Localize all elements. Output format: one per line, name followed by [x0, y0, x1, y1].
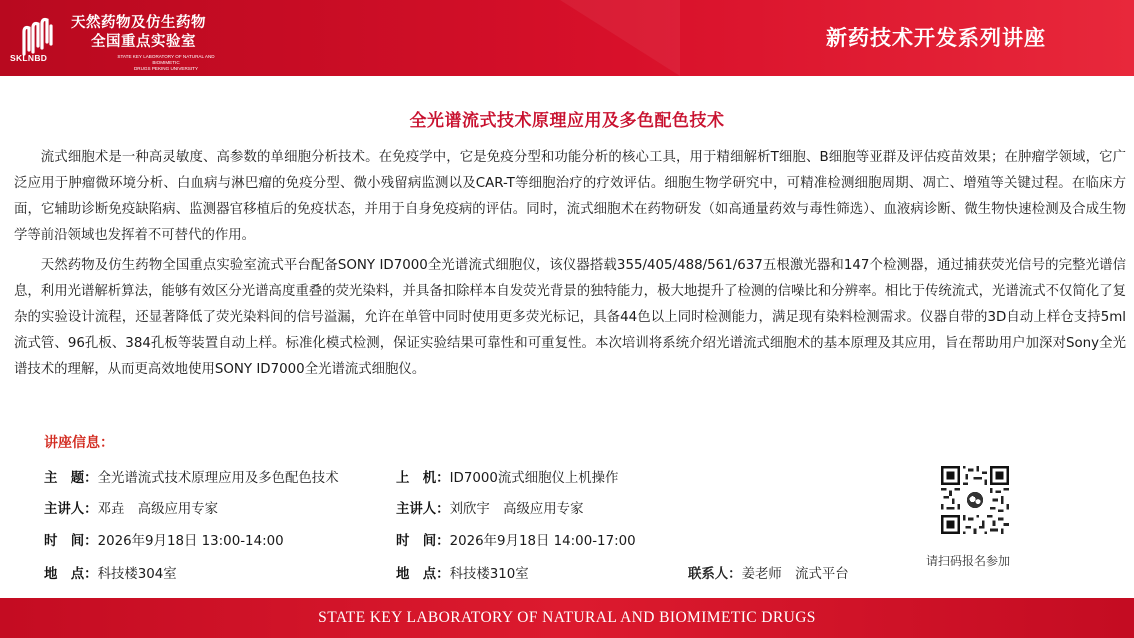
header-decoration: [560, 0, 680, 76]
qr-caption: 请扫码报名参加: [926, 554, 1011, 568]
info-label: 主讲人：: [396, 502, 450, 517]
info-value: 2026年9月18日 13:00-14:00: [97, 534, 284, 549]
info-label: 时 间：: [396, 534, 450, 549]
info-value: ID7000流式细胞仪上机操作: [449, 471, 619, 486]
org-name-english-line2: DRUGS PEKING UNIVERSITY: [133, 66, 199, 71]
paragraph-intro: 流式细胞术是一种高灵敏度、高参数的单细胞分析技术。在免疫学中，它是免疫分型和功能分析的核心工具，用于精细解析T细胞、B细胞等亚群及评估疫苗效果；在肿瘤学领域，它广泛应用于肿瘤微环境分析、白血病与淋巴瘤的免疫分型、微小残留病监测以及CAR-T等细胞治疗的疗效评估。细胞生物学研究中，可精准检测细胞周期、凋亡、增殖等关键过程。在临床方面，它辅助诊断免疫缺陷病、监测器官移植后的免疫状态，并用于自身免疫病的评估。同时，流式细胞术在药物研发（如高通量药效与毒性筛选）、血液病诊断、微生物快速检测及合成生物学等前沿领域也发挥着不可替代的作用。: [14, 150, 1126, 243]
info-value: 科技楼310室: [449, 567, 529, 582]
info-hands-on: [396, 467, 618, 486]
info-label: 地 点：: [44, 567, 98, 582]
info-label: 主 题：: [44, 471, 98, 486]
info-value: 刘欣宇 高级应用专家: [449, 502, 584, 517]
description: [14, 145, 1126, 387]
info-location: [44, 563, 177, 582]
info-topic: [44, 467, 339, 486]
info-value: 全光谱流式技术原理应用及多色配色技术: [97, 471, 339, 486]
info-speaker-2: [396, 498, 583, 517]
info-label: 上 机：: [396, 471, 450, 486]
org-name-english-line1: STATE KEY LABORATORY OF NATURAL AND BIOMIMETIC: [117, 54, 215, 65]
info-label: 地 点：: [396, 567, 450, 582]
contact-label: 联系人：: [688, 567, 742, 582]
series-title: 新药技术开发系列讲座: [826, 26, 1046, 50]
info-heading: 讲座信息：: [44, 435, 114, 451]
paragraph-platform: 天然药物及仿生药物全国重点实验室流式平台配备SONY ID7000全光谱流式细胞仪，该仪器搭载355/405/488/561/637五根激光器和147个检测器，通过捕获荧光信号的完整光谱信息，利用光谱解析算法，能够有效区分光谱高度重叠的荧光染料，并具备扣除样本自发荧光背景的独特能力，极大地提升了检测的信噪比和分辨率。相比于传统流式，光谱流式不仅简化了复杂的实验设计流程，还显著降低了荧光染料间的信号溢漏，允许在单管中同时使用更多荧光标记，具备44色以上同时检测能力，满足现有染料检测需求。仪器自带的3D自动上样仓支持5ml流式管、96孔板、384孔板等装置自动上样。标准化模式检测，保证实验结果可靠性和可重复性。本次培训将系统介绍光谱流式细胞术的基本原理及其应用，旨在帮助用户加深对Sony全光谱技术的理解，从而更高效地使用SONY ID7000全光谱流式细胞仪。: [14, 258, 1126, 377]
header-banner: [0, 0, 1134, 76]
org-name: [71, 14, 206, 52]
contact-info: [688, 563, 849, 582]
qr-code-icon[interactable]: [941, 466, 1009, 534]
org-abbreviation: SKLNBD: [10, 53, 48, 63]
contact-value: 姜老师 流式平台: [741, 567, 849, 582]
org-name-line1: 天然药物及仿生药物: [71, 15, 206, 31]
org-name-english: [116, 54, 216, 72]
info-location-2: [396, 563, 529, 582]
info-speaker: [44, 498, 218, 517]
info-value: 科技楼304室: [97, 567, 177, 582]
info-time-2: [396, 530, 636, 549]
info-time: [44, 530, 284, 549]
info-value: 2026年9月18日 14:00-17:00: [449, 534, 636, 549]
footer-banner: STATE KEY LABORATORY OF NATURAL AND BIOMIMETIC DRUGS: [0, 598, 1134, 638]
page-title: 全光谱流式技术原理应用及多色配色技术: [409, 111, 725, 131]
org-name-line2: 全国重点实验室: [91, 34, 196, 50]
info-label: 时 间：: [44, 534, 98, 549]
info-value: 邓垚 高级应用专家: [97, 502, 219, 517]
info-label: 主讲人：: [44, 502, 98, 517]
